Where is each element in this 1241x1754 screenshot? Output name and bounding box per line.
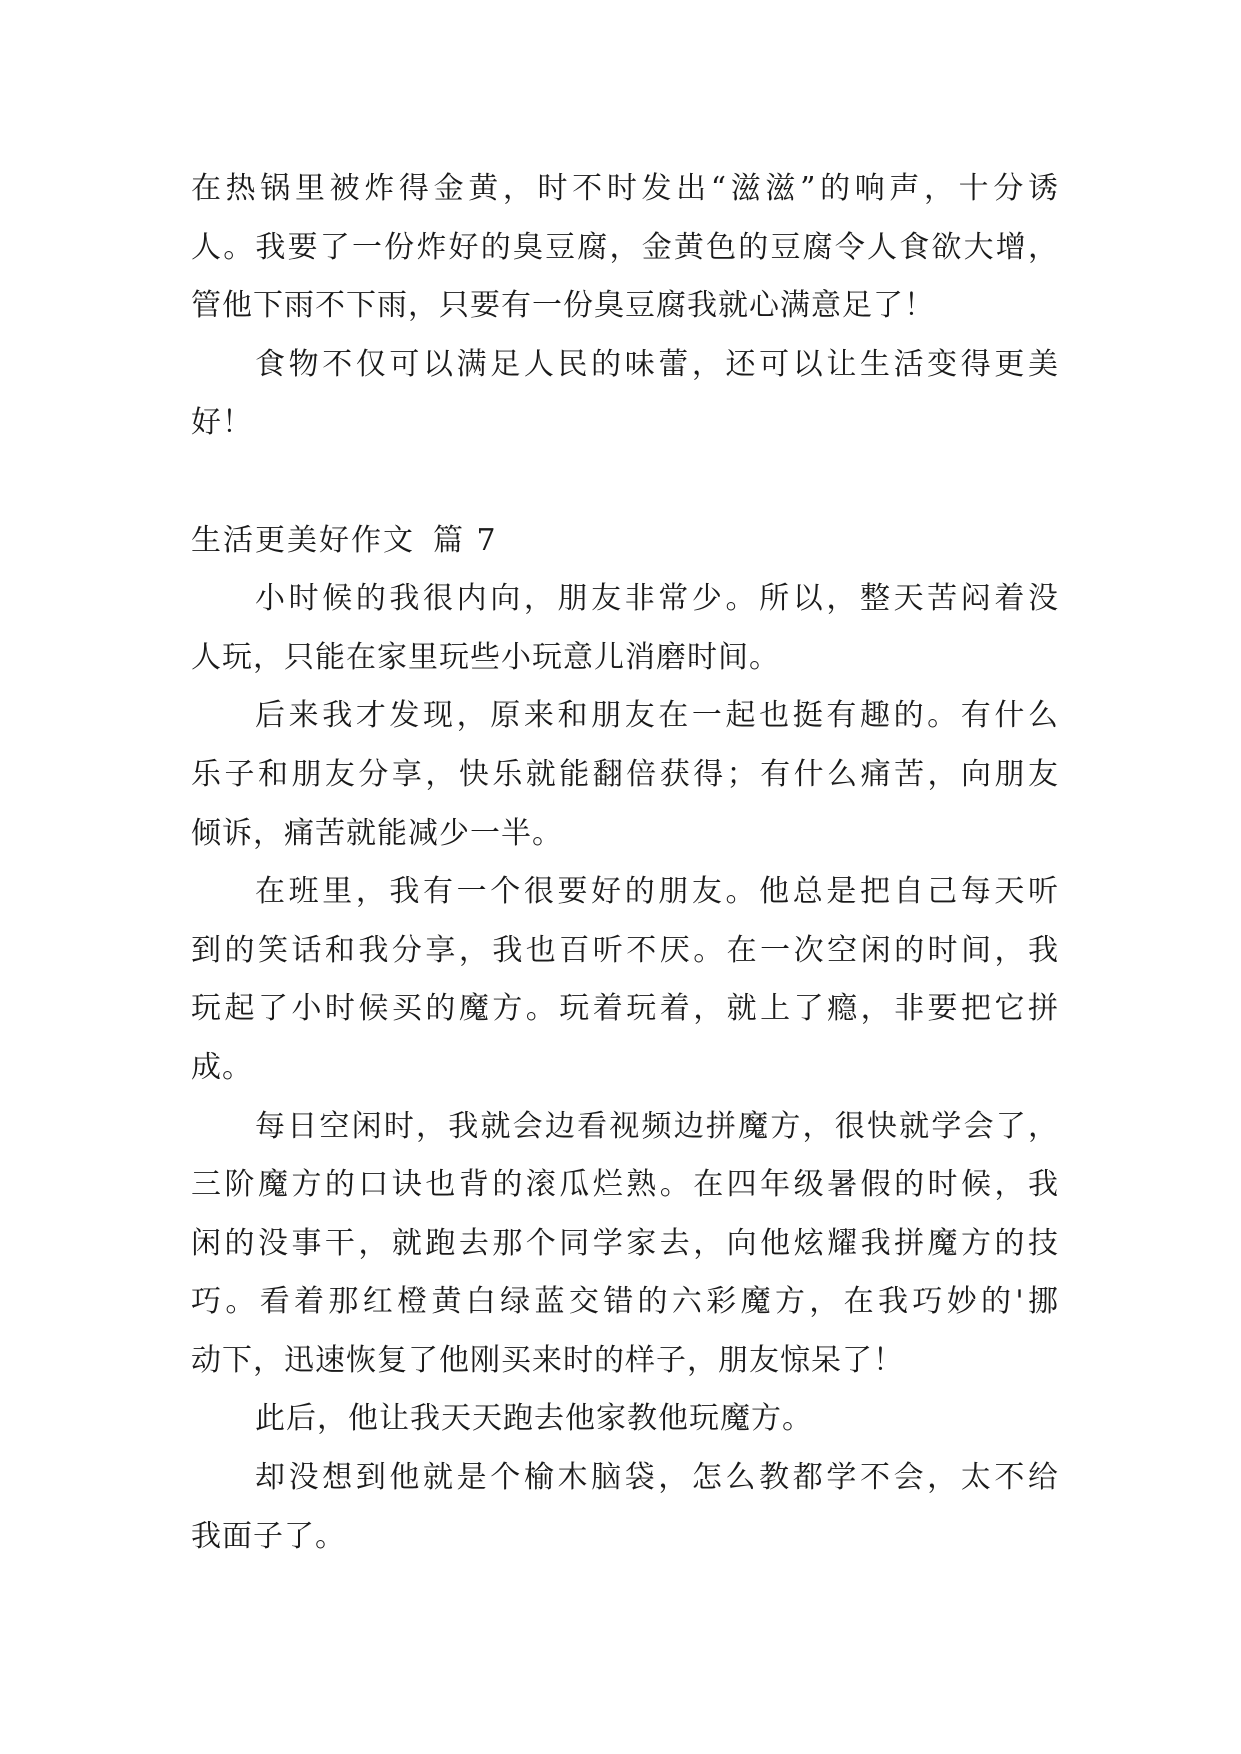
paragraph-line: 乐子和朋友分享，快乐就能翻倍获得；有什么痛苦，向朋友 xyxy=(191,756,1059,792)
paragraph-5 xyxy=(191,1390,1059,1449)
paragraph-line: 玩起了小时候买的魔方。玩着玩着，就上了瘾，非要把它拼 xyxy=(191,991,1059,1027)
closing-paragraph xyxy=(191,336,1059,453)
paragraph-6 xyxy=(191,1449,1059,1566)
paragraph-line: 后来我才发现，原来和朋友在一起也挺有趣的。有什么 xyxy=(255,698,1059,734)
paragraph-line: 三阶魔方的口诀也背的滚瓜烂熟。在四年级暑假的时候，我 xyxy=(191,1167,1059,1203)
paragraph-line: 动下，迅速恢复了他刚买来时的样子，朋友惊呆了！ xyxy=(191,1342,904,1378)
paragraph-line: 小时候的我很内向，朋友非常少。所以，整天苦闷着没 xyxy=(255,581,1059,617)
paragraph-line: 每日空闲时，我就会边看视频边拼魔方，很快就学会了， xyxy=(255,1108,1059,1144)
paragraph-line: 巧。看着那红橙黄白绿蓝交错的六彩魔方，在我巧妙的'挪 xyxy=(191,1284,1059,1320)
intro-paragraph xyxy=(191,160,1059,336)
paragraph-line: 却没想到他就是个榆木脑袋，怎么教都学不会，太不给 xyxy=(255,1460,1059,1496)
paragraph-1 xyxy=(191,570,1059,687)
paragraph-4 xyxy=(191,1098,1059,1391)
paragraph-line: 管他下雨不下雨，只要有一份臭豆腐我就心满意足了！ xyxy=(191,288,935,324)
paragraph-line: 在班里，我有一个很要好的朋友。他总是把自己每天听 xyxy=(255,874,1059,910)
paragraph-line: 在热锅里被炸得金黄，时不时发出“滋滋”的响声，十分诱 xyxy=(191,171,1059,206)
paragraph-line: 食物不仅可以满足人民的味蕾，还可以让生活变得更美 xyxy=(255,346,1059,382)
paragraph-line: 我面子了。 xyxy=(191,1518,346,1554)
paragraph-line: 人。我要了一份炸好的臭豆腐，金黄色的豆腐令人食欲大增， xyxy=(191,229,1059,265)
section-number: 篇 7 xyxy=(433,522,498,558)
paragraph-2 xyxy=(191,687,1059,863)
paragraph-line: 倾诉，痛苦就能减少一半。 xyxy=(191,815,563,851)
paragraph-line: 成。 xyxy=(191,1049,253,1085)
section-heading xyxy=(191,512,1059,571)
paragraph-line: 闲的没事干，就跑去那个同学家去，向他炫耀我拼魔方的技 xyxy=(191,1225,1059,1261)
paragraph-3 xyxy=(191,863,1059,1097)
document-page xyxy=(191,160,1059,1566)
paragraph-line: 人玩，只能在家里玩些小玩意儿消磨时间。 xyxy=(191,639,780,675)
paragraph-line: 到的笑话和我分享，我也百听不厌。在一次空闲的时间，我 xyxy=(191,932,1059,968)
section-title: 生活更美好作文 xyxy=(191,522,415,558)
paragraph-line: 此后，他让我天天跑去他家教他玩魔方。 xyxy=(255,1401,813,1437)
paragraph-line: 好！ xyxy=(191,405,253,441)
